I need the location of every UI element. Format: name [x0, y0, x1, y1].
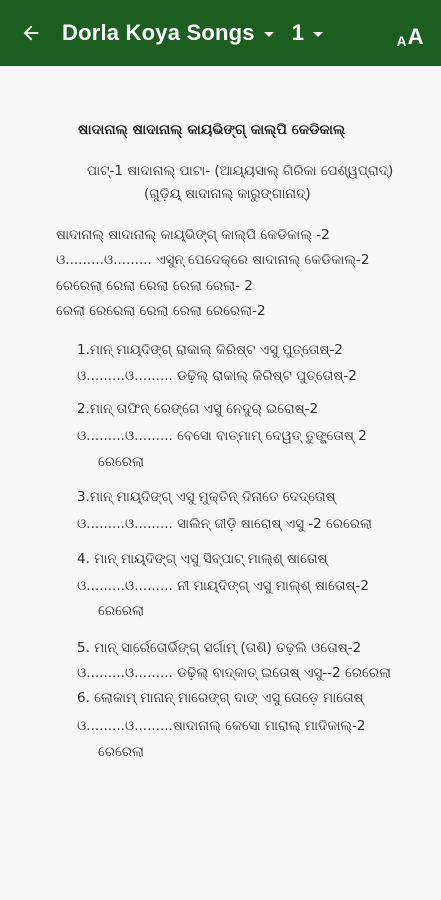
book-selector[interactable] — [62, 20, 274, 46]
song-line: ରେରେଲା ରେଲା ରେଲା ରେଲା ରେଲା- 2 — [56, 278, 253, 294]
song-line: ପାଟ୍-1 ଷାଦାନାଲ୍ ପାଟା- (ଆୟ୍ୟସାଲ୍ ଗିରିକା ପେଶ୍ୱପ୍ରାଦ୍) — [87, 163, 394, 179]
chevron-down-icon — [264, 32, 274, 37]
song-line: ଓ.........ଓ......... ଡଢ଼ିଲ୍ ବାଦ୍କାତ୍ ଇତୋଷ୍ ଏସୁ--2 ରେରେଲା — [77, 665, 391, 681]
song-line: 3.ମାନ୍ ମାୟ୍ଦିଙ୍ଗ୍ ଏସୁ ମୁକ୍ତିନ୍ ଦିନାତେ ଦେଦ୍ତୋଷ୍ — [77, 489, 336, 505]
app-bar — [0, 0, 441, 66]
song-line: ରେରେଲା — [98, 603, 144, 619]
song-line: ଓ.........ଓ......... ଏସୁନ୍ ପେଦେକ୍ରେ ଷାଦାନାଲ୍ କେଡିକାଲ୍-2 — [56, 252, 370, 268]
font-size-button[interactable] — [393, 18, 427, 48]
song-line: ରେରେଲା — [98, 454, 144, 470]
song-line: ଓ.........ଓ......... ନୀ ମାୟ୍ଦିଙ୍ଗ୍ ଏସୁ ମାଲ୍ଶ୍ ଷାତୋଷ୍-2 — [77, 578, 369, 594]
chevron-down-icon — [313, 32, 323, 37]
page-number: 1 — [291, 20, 304, 45]
song-line: 2.ମାନ୍ ତାଫିନ୍ ରେଙ୍ଗେ ଏସୁ ନେଦୁର୍ ଇରୋଷ୍-2 — [77, 401, 319, 417]
song-line: ଓ.........ଓ.........ଷାଦାନାଲ୍ କେସୋ ମାରାଲ୍ ମାଦିକାଲ୍-2 — [77, 718, 366, 734]
song-line: ଓ.........ଓ......... ଡଢ଼ିଲ୍ ରାକାଲ୍ କିରିଷ୍ଟ ପୁତ୍ତୋଷ୍-2 — [77, 368, 357, 384]
arrow-left-icon — [20, 22, 42, 44]
app-title: Dorla Koya Songs — [62, 20, 255, 45]
song-line: 1.ମାନ୍ ମାୟ୍ଦିଙ୍ଗ୍ ରାକାଲ୍ କିରିଷ୍ଟ ଏସୁ ପୁତ୍ତୋଷ୍-2 — [77, 342, 343, 358]
song-line: ଷାଦାନାଲ୍ ଷାଦାନାଲ୍ କାୟ୍ଭିଙ୍ଗ୍ କାଲ୍ପି କେଡିକାଲ୍ -2 — [56, 227, 330, 243]
song-line: ଓ.........ଓ......... ସାଲିନ୍ ଜୀଡ଼ି ଷାରୋଷ୍ ଏସୁ -2 ରେରେଲା — [77, 516, 373, 532]
text-size-icon-small: A — [396, 33, 407, 49]
song-title: ଷାଦାନାଲ୍ ଷାଦାନାଲ୍ କାୟଭିଙ୍ଗ୍ କାଲ୍ପି କେଡିକାଲ୍ — [78, 122, 346, 138]
song-content — [0, 66, 441, 900]
song-line: 5. ମାନ୍ ସାର୍ରେତୋର୍ଭିଙ୍ଗ୍ ସର୍ଗାମ୍ (ତାଶି) ତଢ଼ଲି ଓତୋଷ୍-2 — [77, 640, 362, 656]
song-line: ରେଲା ରେରେଲା ରେଲା ରେଲା ରେରେଲା-2 — [56, 303, 266, 319]
page-selector[interactable] — [292, 20, 323, 46]
song-line: ରେରେଲା — [98, 744, 144, 760]
song-line: (ଗୁଡ଼ିୟ୍ ଷାଦାନାଲ୍ କାରୁଙ୍ଗାନାଦ୍) — [144, 186, 311, 202]
song-line: 4. ମାନ୍ ମାୟ୍ଦିଙ୍ଗ୍ ଏସୁ ସିବ୍ପାଟ୍ ମାଲ୍ଶ୍ ଷାତୋଷ୍ — [77, 551, 328, 567]
song-line: ଓ.........ଓ......... ବେସୋ ବାତ୍ମାମ୍ ଦେୱତ୍ ତୁଙ୍ଗ୍ତୋଷ୍ 2 — [77, 428, 367, 444]
back-button[interactable] — [8, 0, 54, 66]
text-size-icon-large: A — [407, 24, 424, 49]
song-line: 6. ଲୋକାମ୍ ମାନାନ୍ ମାରେଙ୍ଗ୍ ଦାଙ୍ ଏସୁ ତୋଡ଼େ ମାତୋଷ୍ — [77, 690, 364, 706]
